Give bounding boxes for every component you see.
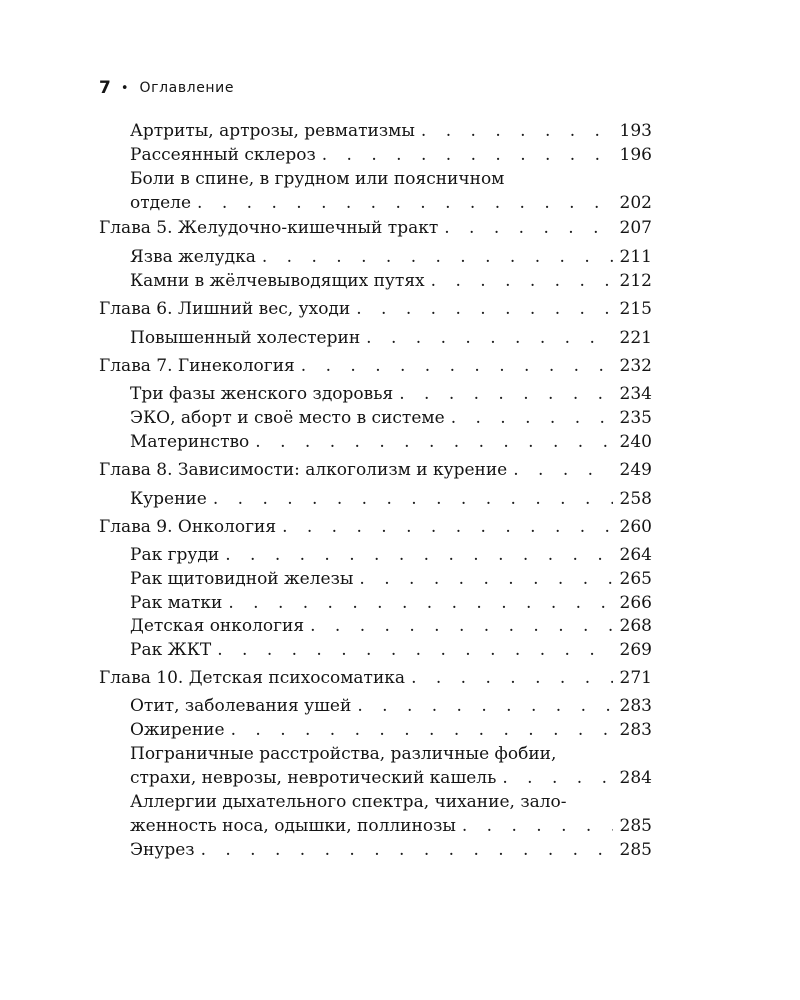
toc-page-number: 193	[619, 121, 652, 141]
toc-section-entry	[130, 543, 652, 567]
dot-leader	[411, 666, 613, 690]
toc-entry-title: Повышенный холестерин	[130, 328, 361, 348]
toc-entry-line	[130, 326, 652, 350]
dot-leader	[444, 216, 613, 240]
toc-page-number: 266	[619, 593, 652, 613]
toc-page-number: 285	[619, 816, 652, 836]
toc-section-entry	[130, 382, 652, 406]
toc-page-number: 249	[619, 460, 652, 480]
toc-page-number: 284	[619, 768, 652, 788]
toc-chapter-entry	[99, 458, 652, 482]
dot-leader	[197, 191, 613, 215]
toc-section-entry	[130, 487, 652, 511]
dot-leader	[431, 269, 613, 293]
toc-page-number: 269	[619, 640, 652, 660]
toc-chapter-entry	[99, 515, 652, 539]
toc-entry-line	[99, 297, 652, 321]
toc-section-entry	[130, 638, 652, 662]
toc-section-entry	[130, 591, 652, 615]
dot-leader	[310, 614, 613, 638]
toc-entry-line	[130, 406, 652, 430]
toc-entry-line	[130, 742, 652, 766]
dot-leader	[217, 638, 613, 662]
toc-section-entry	[130, 430, 652, 454]
dot-leader	[201, 838, 613, 862]
toc-entry-line	[130, 718, 652, 742]
toc-entry-title: Ожирение	[130, 720, 225, 740]
toc-page-number: 221	[619, 328, 652, 348]
running-title: Оглавление	[139, 80, 235, 96]
toc-entry-line	[130, 167, 652, 191]
toc-section-entry	[130, 742, 652, 790]
toc-entry-title: ЭКО, аборт и своё место в системе	[130, 408, 445, 428]
toc-section-entry	[130, 119, 652, 143]
toc-entry-line	[130, 382, 652, 406]
toc-entry-title: Глава 8. Зависимости: алкоголизм и курение	[99, 460, 508, 480]
toc-entry-line	[130, 838, 652, 862]
dot-leader	[262, 245, 613, 269]
dot-leader	[228, 591, 613, 615]
toc-entry-line	[130, 638, 652, 662]
toc-entry-title: Глава 7. Гинекология	[99, 356, 295, 376]
toc-entry-title: Материнство	[130, 432, 250, 452]
toc-entry-title: Глава 5. Желудочно-кишечный тракт	[99, 218, 439, 238]
toc-entry-line	[130, 143, 652, 167]
page-number: 7	[99, 78, 111, 98]
toc-entry-line	[130, 694, 652, 718]
running-header	[99, 76, 234, 100]
toc-entry-title: Артриты, артрозы, ревматизмы	[130, 121, 415, 141]
toc-page-number: 196	[619, 145, 652, 165]
toc-entry-line	[130, 487, 652, 511]
toc-page-number: 234	[619, 384, 652, 404]
dot-leader	[399, 382, 613, 406]
toc-page-number: 271	[619, 668, 652, 688]
dot-leader	[282, 515, 613, 539]
toc-entry-line	[130, 814, 652, 838]
toc-section-entry	[130, 838, 652, 862]
toc-entry-line	[99, 666, 652, 690]
dot-leader	[359, 567, 613, 591]
toc-section-entry	[130, 269, 652, 293]
toc-entry-line	[99, 458, 652, 482]
toc-entry-title: Камни в жёлчевыводящих путях	[130, 271, 425, 291]
toc-entry-title: Язва желудка	[130, 247, 256, 267]
dot-leader	[322, 143, 613, 167]
header-separator: •	[120, 80, 129, 96]
toc-entry-title: Рак матки	[130, 593, 223, 613]
toc-entry-title: Курение	[130, 489, 207, 509]
toc-entry-title: Боли в спине, в грудном или поясничном	[130, 169, 505, 189]
toc-entry-title: Энурез	[130, 840, 195, 860]
toc-page-number: 202	[619, 193, 652, 213]
toc-entry-title: Пограничные расстройства, различные фобии,	[130, 744, 557, 764]
toc-page-number: 232	[619, 356, 652, 376]
toc-chapter-entry	[99, 216, 652, 240]
toc-entry-line	[130, 269, 652, 293]
toc-page-number: 258	[619, 489, 652, 509]
toc-entry-line	[99, 216, 652, 240]
toc-page-number: 283	[619, 696, 652, 716]
toc-entry-title: женность носа, одышки, поллинозы	[130, 816, 456, 836]
dot-leader	[502, 766, 613, 790]
toc-entry-title: Рак ЖКТ	[130, 640, 212, 660]
toc-entry-title: отделе	[130, 193, 192, 213]
toc-entry-title: Аллергии дыхательного спектра, чихание, зало-	[130, 792, 567, 812]
dot-leader	[301, 354, 613, 378]
dot-leader	[513, 458, 613, 482]
toc-entry-line	[130, 567, 652, 591]
toc-entry-line	[130, 591, 652, 615]
toc-section-entry	[130, 694, 652, 718]
toc-entry-line	[130, 191, 652, 215]
toc-section-entry	[130, 567, 652, 591]
toc-page-number: 264	[619, 545, 652, 565]
toc-section-entry	[130, 614, 652, 638]
dot-leader	[366, 326, 613, 350]
toc-page-number: 207	[619, 218, 652, 238]
toc-chapter-entry	[99, 666, 652, 690]
toc-page-number: 268	[619, 616, 652, 636]
toc-page-number: 235	[619, 408, 652, 428]
toc-entry-title: Детская онкология	[130, 616, 305, 636]
toc-entry-title: Глава 6. Лишний вес, уходи	[99, 299, 351, 319]
toc-entry-line	[99, 515, 652, 539]
toc-entry-line	[99, 354, 652, 378]
toc-section-entry	[130, 406, 652, 430]
toc-page-number: 212	[619, 271, 652, 291]
toc-section-entry	[130, 143, 652, 167]
dot-leader	[231, 718, 613, 742]
dot-leader	[225, 543, 613, 567]
toc-entry-title: Глава 10. Детская психосоматика	[99, 668, 406, 688]
toc-page-number: 285	[619, 840, 652, 860]
toc-entry-line	[130, 766, 652, 790]
toc-section-entry	[130, 790, 652, 838]
toc-page-number: 240	[619, 432, 652, 452]
dot-leader	[356, 297, 613, 321]
toc-page-number: 211	[619, 247, 652, 267]
toc-entry-title: Рассеянный склероз	[130, 145, 316, 165]
toc-entry-title: Рак щитовидной железы	[130, 569, 354, 589]
toc-chapter-entry	[99, 297, 652, 321]
toc-entry-line	[130, 790, 652, 814]
dot-leader	[451, 406, 613, 430]
dot-leader	[357, 694, 613, 718]
toc-entry-title: Рак груди	[130, 545, 220, 565]
toc-entry-line	[130, 245, 652, 269]
toc-entry-title: Три фазы женского здоровья	[130, 384, 394, 404]
dot-leader	[462, 814, 613, 838]
toc-entry-line	[130, 430, 652, 454]
toc-section-entry	[130, 245, 652, 269]
toc-entry-line	[130, 614, 652, 638]
toc-entry-line	[130, 119, 652, 143]
toc-entry-title: Отит, заболевания ушей	[130, 696, 352, 716]
toc-entry-line	[130, 543, 652, 567]
toc-page-number: 265	[619, 569, 652, 589]
dot-leader	[421, 119, 613, 143]
toc-page-number: 260	[619, 517, 652, 537]
toc-entry-title: Глава 9. Онкология	[99, 517, 277, 537]
dot-leader	[255, 430, 613, 454]
toc-entry-title: страхи, неврозы, невротический кашель	[130, 768, 497, 788]
toc-chapter-entry	[99, 354, 652, 378]
dot-leader	[213, 487, 613, 511]
toc-section-entry	[130, 167, 652, 215]
toc-page-number: 283	[619, 720, 652, 740]
toc-section-entry	[130, 718, 652, 742]
toc-page-number: 215	[619, 299, 652, 319]
toc-section-entry	[130, 326, 652, 350]
